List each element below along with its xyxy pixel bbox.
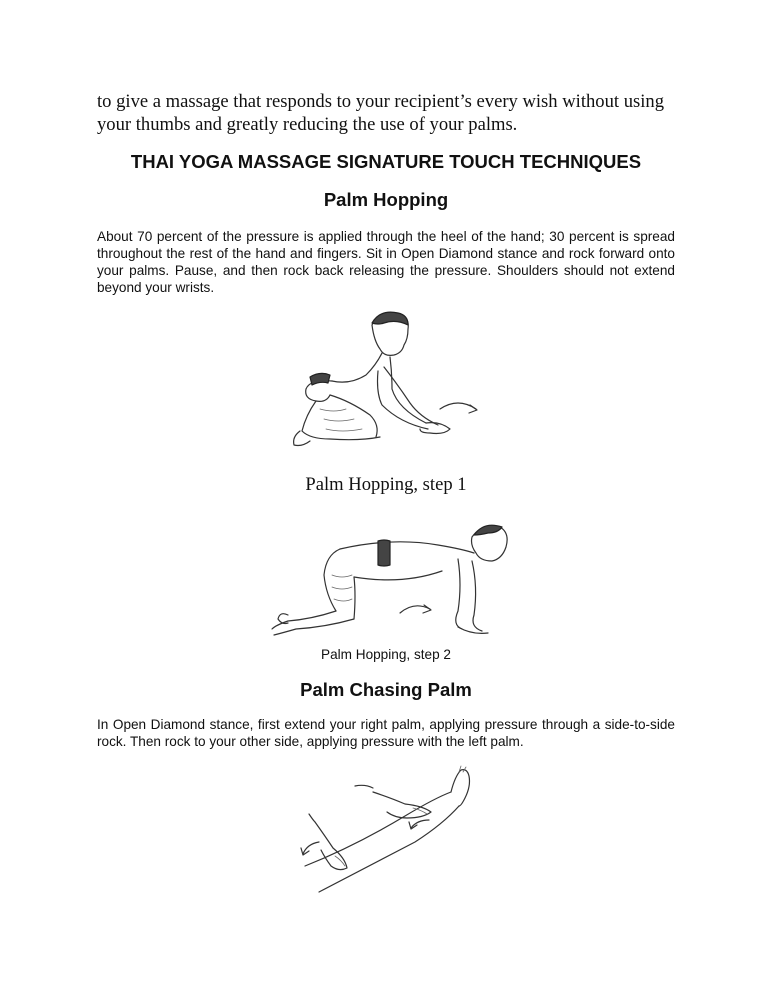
all-fours-massage-illustration — [262, 515, 522, 640]
palms-on-leg-drawing — [295, 762, 480, 902]
kneeling-figure-drawing — [280, 305, 490, 455]
all-fours-figure-drawing — [262, 515, 522, 640]
section-body-palm-chasing-palm: In Open Diamond stance, first extend your right palm, applying pressure through a side-to-side rock. Then rock to your other side, applying pressure with the left palm. — [97, 717, 675, 749]
section-heading-palm-chasing-palm: Palm Chasing Palm — [300, 679, 472, 700]
section-body-palm-hopping: About 70 percent of the pressure is applied through the heel of the hand; 30 percent is spread throughout the rest of the hand and fingers. Sit in Open Diamond stance and rock forward onto your palms. Pause, and then rock back releasing the pressure. Shoulders should not extend beyond your wrists. — [97, 229, 675, 295]
figure-caption-step-2: Palm Hopping, step 2 — [321, 647, 451, 662]
palms-on-leg-illustration — [295, 762, 480, 902]
main-heading: THAI YOGA MASSAGE SIGNATURE TOUCH TECHNIQUES — [130, 151, 642, 172]
figure-caption-step-1: Palm Hopping, step 1 — [305, 474, 467, 495]
intro-paragraph: to give a massage that responds to your recipient’s every wish without using your thumbs and greatly reducing the use of your palms. — [97, 91, 665, 135]
section-heading-palm-hopping: Palm Hopping — [323, 189, 449, 210]
kneeling-massage-illustration — [280, 305, 490, 455]
